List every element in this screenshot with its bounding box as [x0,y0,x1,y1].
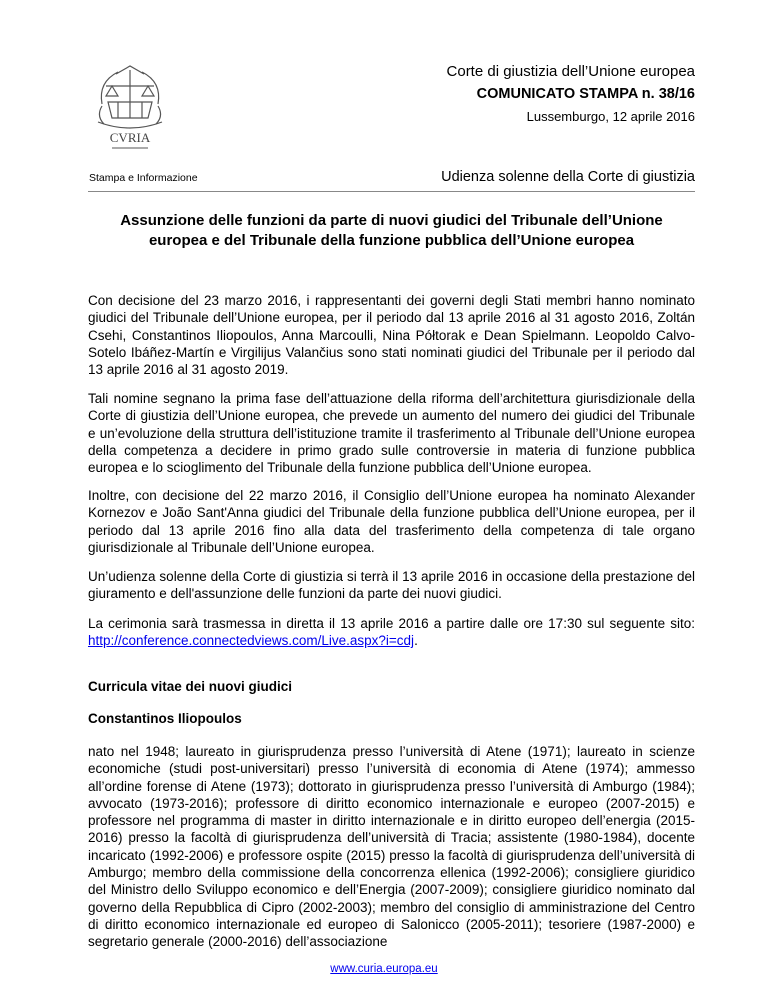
footer [0,963,768,975]
broadcast-end: . [414,633,418,649]
cv-judge-name: Constantinos Iliopoulos [88,711,242,726]
cv-paragraph: nato nel 1948; laureato in giurisprudenza presso l’università di Atene (1971); laureato in scienze economiche (studi post-universitari) presso l’università di economia di Atene (1974); ammesso all’ordine forense di Atene (1973); dottorato in giurisprudenza presso l’università di Amburgo (1984); avvocato (1973-2016); professore di diritto economico internazionale e europeo (2007-2015) e professore nel programma di master in diritto internazionale e in diritto europeo dell’energia (2015-2016) presso la facoltà di giurisprudenza dell’università di Tracia; assistente (1980-1984), docente incaricato (1992-2006) e professore ospite (2015) presso la facoltà di giurisprudenza dell’università di Amburgo; membro della commissione della concorrenza ellenica (1992-2006); consigliere giuridico del Ministro dello Sviluppo economico e dell’Energia (2007-2009); consigliere giuridico nominato dal governo della Repubblica di Cipro (2002-2003); membro del consiglio di amministrazione del Centro di diritto economico internazionale ed europeo di Salonicco (2005-2011); tesoriere (1987-2000) e segretario generale (2000-2016) dell’associazione [88,744,695,950]
logo-text: CVRIA [109,130,151,145]
paragraph-3: Inoltre, con decisione del 22 marzo 2016, il Consiglio dell’Unione europea ha nominato Alexander Kornezov e João Sant'Anna giudici del Tribunale della funzione pubblica dell’Unione europea, per il periodo dal 13 aprile 2016 fino alla data del trasferimento della competenza di tale organo giurisdizionale al Tribunale dell’Unione europea. [88,488,695,555]
court-name: Corte di giustizia dell’Unione europea [446,63,695,80]
place-date: Lussemburgo, 12 aprile 2016 [526,109,695,124]
paragraph-5 [88,615,695,650]
curia-logo [88,62,172,156]
cv-heading: Curricula vitae dei nuovi giudici [88,679,293,694]
live-stream-link[interactable]: http://conference.connectedviews.com/Live.aspx?i=cdj [88,633,415,649]
document-title: Assunzione delle funzioni da parte di nuovi giudici del Tribunale dell’Unione europea e del Tribunale della funzione pubblica dell’Unione europea [120,212,663,249]
event-label: Udienza solenne della Corte di giustizia [441,169,695,185]
paragraph-2: Tali nomine segnano la prima fase dell’attuazione della riforma dell’architettura giurisdizionale della Corte di giustizia dell’Unione europea, che prevede un aumento del numero dei giudici del Tribunale e un’evoluzione della struttura dell’istituzione tramite il trasferimento al Tribunale dell’Unione europea della competenza a decidere in primo grado sulle controversie in materia di funzione pubblica europea e lo scioglimento del Tribunale della funzione pubblica dell’Unione europea. [88,391,695,476]
header-divider [88,191,695,192]
press-release-number: COMUNICATO STAMPA n. 38/16 [476,86,695,102]
broadcast-text: La cerimonia sarà trasmessa in diretta il 13 aprile 2016 a partire dalle ore 17:30 sul seguente sito: [88,616,695,631]
footer-link[interactable]: www.curia.europa.eu [330,963,438,975]
office-label: Stampa e Informazione [89,172,198,184]
paragraph-4: Un’udienza solenne della Corte di giustizia si terrà il 13 aprile 2016 in occasione della prestazione del giuramento e dell'assunzione delle funzioni da parte dei nuovi giudici. [88,569,695,602]
paragraph-1: Con decisione del 23 marzo 2016, i rappresentanti dei governi degli Stati membri hanno nominato giudici del Tribunale dell’Unione europea, per il periodo dal 13 aprile 2016 al 31 agosto 2016, Zoltán Csehi, Constantinos Iliopoulos, Anna Marcoulli, Nina Półtorak e Dean Spielmann. Leopoldo Calvo-Sotelo Ibáñez-Martín e Virgilijus Valančius sono stati nominati giudici del Tribunale per il periodo dal 13 aprile 2016 al 31 agosto 2019. [88,293,695,378]
